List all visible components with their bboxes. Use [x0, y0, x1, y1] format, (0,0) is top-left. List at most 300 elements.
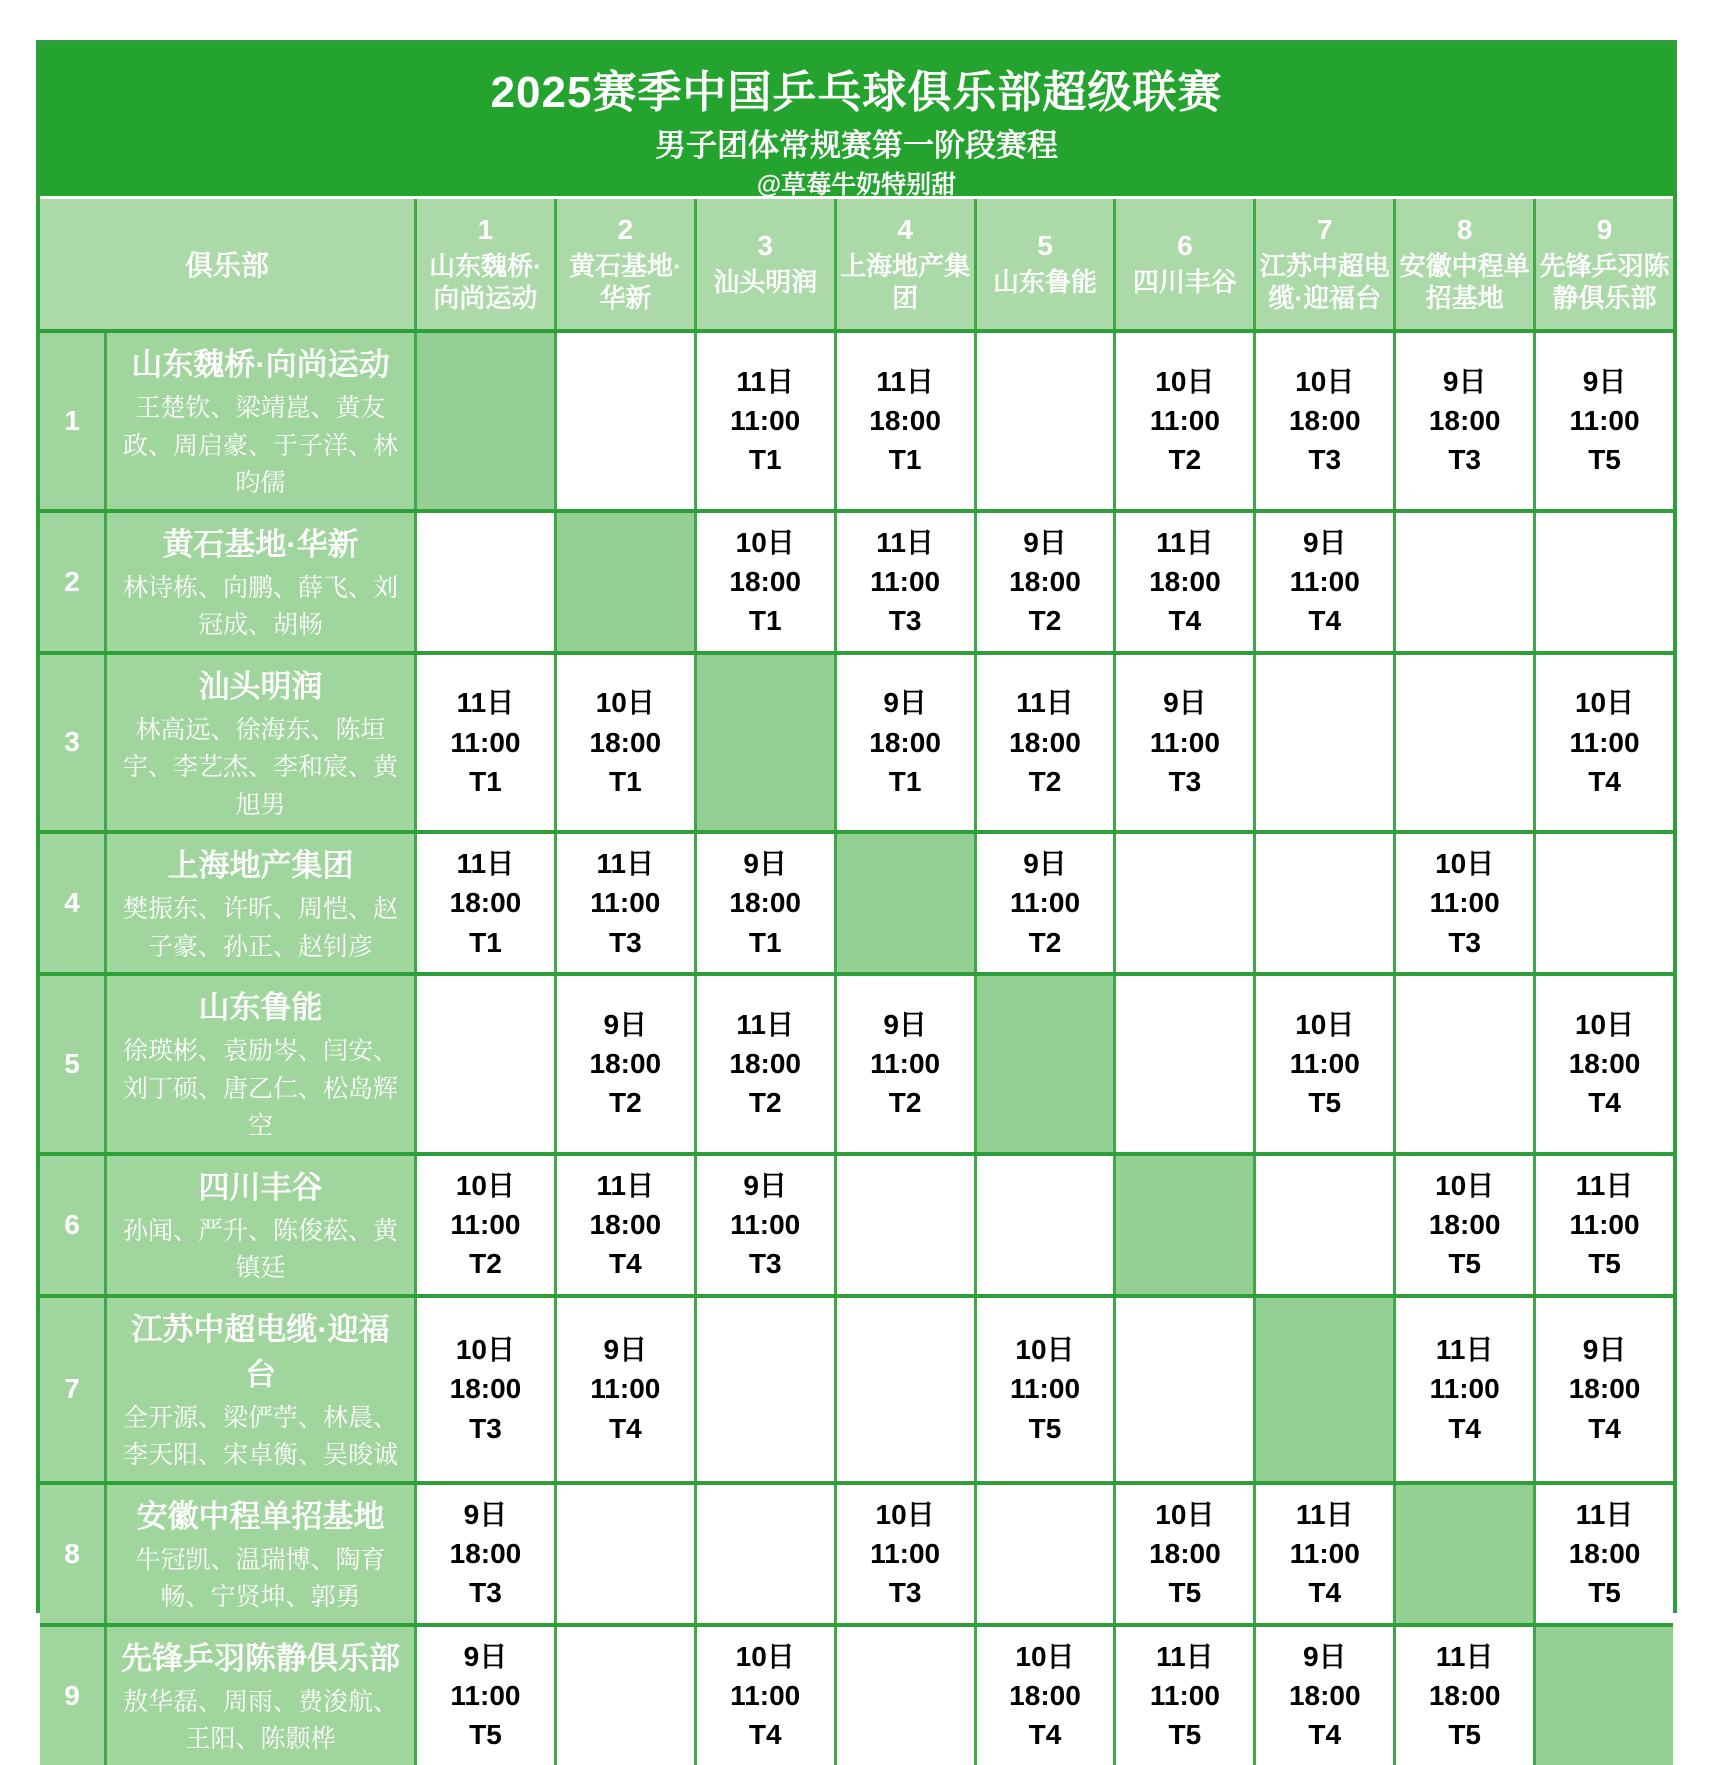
column-header	[414, 199, 554, 329]
column-header	[1113, 199, 1253, 329]
match-line: T2	[1028, 926, 1062, 958]
match-line: 10日	[735, 1640, 795, 1672]
match-cell	[1393, 1627, 1533, 1765]
empty-cell	[1113, 976, 1253, 1152]
match-line: 11:00	[1429, 1373, 1500, 1405]
column-number: 9	[1596, 213, 1613, 245]
match-cell	[414, 1298, 554, 1481]
corner-header-club: 俱乐部	[184, 250, 269, 281]
match-line: 10日	[1155, 1498, 1215, 1530]
match-line: T3	[1448, 444, 1481, 476]
match-cell	[694, 1627, 834, 1765]
match-line: 18:00	[1428, 1679, 1501, 1711]
match-cell	[414, 1627, 554, 1765]
match-line: 18:00	[1009, 565, 1081, 597]
self-cell	[1393, 1485, 1533, 1623]
match-line: T3	[608, 926, 642, 958]
match-line: 9日	[1023, 526, 1067, 558]
match-line: T1	[469, 765, 502, 797]
match-line: 11:00	[1569, 405, 1640, 437]
page-subtitle: 男子团体常规赛第一阶段赛程	[655, 128, 1058, 163]
match-cell	[1113, 655, 1253, 831]
match-cell	[1393, 1156, 1533, 1294]
column-number: 6	[1177, 229, 1193, 261]
column-name: 黄石基地·华新	[568, 250, 682, 313]
match-cell	[694, 513, 834, 651]
club-cell	[104, 976, 414, 1152]
column-header	[1533, 199, 1673, 329]
match-line: 11:00	[1009, 1373, 1081, 1405]
match-cell	[834, 513, 974, 651]
column-name: 江苏中超电缆·迎福台	[1259, 250, 1390, 313]
match-cell	[1533, 976, 1673, 1152]
match-line: 11日	[1435, 1640, 1494, 1672]
match-line: 10日	[455, 1169, 516, 1201]
club-name: 汕头明润	[198, 668, 323, 704]
table-row	[40, 830, 1673, 972]
match-line: 11日	[456, 848, 515, 880]
column-name: 安徽中程单招基地	[1399, 250, 1530, 313]
row-number: 2	[40, 513, 104, 651]
match-line: T4	[1308, 1577, 1342, 1609]
match-line: T5	[1028, 1412, 1062, 1444]
match-line: 18:00	[1288, 405, 1361, 437]
match-line: 9日	[1582, 1334, 1627, 1366]
column-number: 5	[1037, 229, 1053, 261]
match-cell	[1533, 1298, 1673, 1481]
match-cell	[554, 1298, 694, 1481]
match-line: T1	[888, 765, 922, 797]
match-line: 18:00	[869, 405, 941, 437]
empty-cell	[834, 1156, 974, 1294]
column-name: 上海地产集团	[840, 250, 971, 313]
match-cell	[1253, 1627, 1393, 1765]
match-line: 10日	[875, 1498, 935, 1530]
club-name: 山东魏桥·向尚运动	[131, 347, 390, 382]
match-line: T4	[1588, 1412, 1621, 1444]
self-cell	[414, 333, 554, 509]
column-header	[1253, 199, 1393, 329]
match-line: 10日	[1015, 1334, 1075, 1366]
match-line: T5	[1588, 444, 1621, 476]
column-number: 4	[897, 213, 913, 245]
match-line: T5	[469, 1719, 502, 1751]
empty-cell	[974, 1485, 1114, 1623]
match-line: 9日	[603, 1334, 648, 1366]
match-line: 11日	[456, 687, 515, 719]
club-cell	[104, 1156, 414, 1294]
match-line: T2	[1168, 444, 1202, 476]
club-name: 四川丰谷	[198, 1169, 323, 1205]
match-line: T5	[1588, 1248, 1621, 1280]
column-number: 7	[1316, 213, 1333, 245]
match-line: T2	[888, 1087, 922, 1119]
match-line: T4	[1448, 1412, 1481, 1444]
match-cell	[1533, 333, 1673, 509]
row-number: 5	[40, 976, 104, 1152]
match-line: T4	[748, 1719, 782, 1751]
match-line: 18:00	[1149, 1537, 1221, 1569]
match-cell	[694, 333, 834, 509]
match-line: T2	[748, 1087, 782, 1119]
match-line: 11日	[1295, 1498, 1354, 1530]
table-row	[40, 972, 1673, 1152]
match-line: 11:00	[1009, 887, 1081, 919]
match-line: 9日	[743, 848, 787, 880]
match-cell	[1253, 513, 1393, 651]
self-cell	[694, 655, 834, 831]
match-line: 18:00	[729, 887, 802, 919]
match-cell	[1253, 1485, 1393, 1623]
match-line: 11:00	[1289, 565, 1360, 597]
match-line: 11:00	[730, 405, 801, 437]
match-line: T1	[748, 926, 782, 958]
match-line: 11日	[736, 365, 795, 397]
match-line: T4	[608, 1412, 642, 1444]
column-header	[554, 199, 694, 329]
column-number: 1	[477, 213, 494, 245]
match-line: 9日	[1163, 687, 1207, 719]
table-row	[40, 509, 1673, 651]
match-line: 11:00	[1429, 887, 1500, 919]
club-name: 先锋乒羽陈静俱乐部	[121, 1640, 400, 1676]
match-line: 9日	[463, 1498, 508, 1530]
club-name: 黄石基地·华新	[162, 526, 359, 562]
match-line: 9日	[1442, 365, 1487, 397]
match-line: T3	[888, 605, 922, 637]
match-line: 9日	[743, 1169, 787, 1201]
match-line: 9日	[603, 1008, 648, 1040]
schedule-table	[36, 40, 1677, 1753]
match-line: 11:00	[450, 1679, 521, 1711]
row-number: 9	[40, 1627, 104, 1765]
player-list: 牛冠凯、温瑞博、陶育畅、宁贤坤、郭勇	[135, 1545, 386, 1611]
empty-cell	[1253, 655, 1393, 831]
match-line: 18:00	[1568, 1373, 1641, 1405]
match-line: 11:00	[730, 1679, 801, 1711]
club-cell	[104, 1627, 414, 1765]
player-list: 王楚钦、梁靖崑、黄友政、周启豪、于子洋、林昀儒	[122, 394, 398, 497]
match-cell	[554, 655, 694, 831]
empty-cell	[1393, 513, 1533, 651]
match-line: 11日	[876, 526, 934, 558]
title-block	[40, 44, 1673, 199]
match-line: 18:00	[589, 1208, 662, 1240]
match-line: T5	[1168, 1577, 1202, 1609]
match-line: T5	[1588, 1577, 1621, 1609]
player-list: 敖华磊、周雨、费浚航、王阳、陈颢桦	[122, 1687, 398, 1753]
club-cell	[104, 1298, 414, 1481]
match-line: 18:00	[449, 1373, 522, 1405]
match-cell	[974, 834, 1114, 972]
player-list: 徐瑛彬、袁励岑、闫安、刘丁硕、唐乙仁、松岛辉空	[122, 1037, 398, 1140]
match-line: T5	[1308, 1087, 1342, 1119]
table-row	[40, 1481, 1673, 1623]
schedule-grid	[40, 199, 1673, 1765]
club-name: 山东鲁能	[198, 990, 323, 1025]
match-line: 10日	[735, 526, 795, 558]
row-number: 3	[40, 655, 104, 831]
match-cell	[1533, 1485, 1673, 1623]
match-line: 11日	[596, 848, 655, 880]
match-line: 18:00	[589, 726, 662, 758]
match-line: T5	[1448, 1248, 1481, 1280]
empty-cell	[414, 976, 554, 1152]
match-cell	[694, 834, 834, 972]
column-number: 3	[757, 229, 773, 261]
player-list: 樊振东、许昕、周恺、赵子豪、孙正、赵钊彦	[122, 895, 398, 961]
player-list: 孙闻、严升、陈俊菘、黄镇廷	[122, 1216, 398, 1282]
row-number: 7	[40, 1298, 104, 1481]
match-line: 11:00	[870, 565, 941, 597]
match-line: T2	[469, 1248, 502, 1280]
column-name: 先锋乒羽陈静俱乐部	[1539, 250, 1670, 313]
column-name: 山东鲁能	[992, 266, 1097, 297]
table-row	[40, 651, 1673, 831]
match-cell	[554, 976, 694, 1152]
match-line: 10日	[1155, 365, 1215, 397]
match-line: T3	[1448, 926, 1481, 958]
empty-cell	[554, 333, 694, 509]
match-cell	[834, 333, 974, 509]
match-line: 9日	[1023, 848, 1067, 880]
empty-cell	[834, 1298, 974, 1481]
match-cell	[1393, 834, 1533, 972]
match-cell	[974, 1627, 1114, 1765]
match-line: T3	[888, 1577, 922, 1609]
row-number: 6	[40, 1156, 104, 1294]
match-line: 18:00	[1149, 565, 1221, 597]
match-line: T4	[1308, 1719, 1342, 1751]
match-line: 18:00	[1288, 1679, 1361, 1711]
match-line: 11日	[1435, 1334, 1494, 1366]
self-cell	[974, 976, 1114, 1152]
table-row	[40, 329, 1673, 509]
column-header	[694, 199, 834, 329]
self-cell	[554, 513, 694, 651]
empty-cell	[1113, 834, 1253, 972]
empty-cell	[1253, 1156, 1393, 1294]
empty-cell	[1253, 834, 1393, 972]
match-line: T4	[1308, 605, 1342, 637]
table-row	[40, 1623, 1673, 1765]
match-line: T1	[469, 926, 502, 958]
page-title: 2025赛季中国乒乓球俱乐部超级联赛	[490, 68, 1223, 117]
self-cell	[1253, 1298, 1393, 1481]
match-line: 18:00	[1568, 1537, 1641, 1569]
match-cell	[1113, 1485, 1253, 1623]
match-line: 11:00	[870, 1048, 941, 1080]
match-cell	[1533, 655, 1673, 831]
club-cell	[104, 834, 414, 972]
match-line: 10日	[455, 1334, 516, 1366]
club-name: 上海地产集团	[167, 848, 354, 883]
match-line: 11:00	[870, 1537, 941, 1569]
match-line: 18:00	[1009, 726, 1081, 758]
empty-cell	[414, 513, 554, 651]
match-line: T3	[1168, 765, 1202, 797]
match-line: 11:00	[1289, 1048, 1360, 1080]
match-cell	[694, 976, 834, 1152]
match-cell	[834, 1485, 974, 1623]
empty-cell	[1113, 1298, 1253, 1481]
match-line: 11:00	[1149, 1679, 1220, 1711]
match-line: 11:00	[590, 887, 661, 919]
match-line: T2	[608, 1087, 642, 1119]
column-name: 四川丰谷	[1132, 266, 1237, 297]
match-line: 11:00	[590, 1373, 661, 1405]
match-line: T4	[1588, 1087, 1621, 1119]
empty-cell	[974, 1156, 1114, 1294]
match-cell	[1253, 976, 1393, 1152]
empty-cell	[554, 1485, 694, 1623]
match-cell	[974, 513, 1114, 651]
self-cell	[1533, 1627, 1673, 1765]
table-row	[40, 1152, 1673, 1294]
match-line: 11:00	[730, 1208, 801, 1240]
match-cell	[834, 655, 974, 831]
match-line: T4	[608, 1248, 642, 1280]
match-line: 10日	[1435, 1169, 1495, 1201]
match-line: 10日	[1574, 1008, 1635, 1040]
empty-cell	[1533, 834, 1673, 972]
match-line: 11日	[1575, 1169, 1634, 1201]
club-name: 江苏中超电缆·迎福台	[131, 1311, 390, 1392]
match-line: T3	[469, 1577, 502, 1609]
credit-watermark: @草莓牛奶特别甜	[756, 171, 957, 199]
empty-cell	[694, 1485, 834, 1623]
column-header	[1393, 199, 1533, 329]
self-cell	[1113, 1156, 1253, 1294]
match-line: 10日	[1015, 1640, 1075, 1672]
empty-cell	[974, 333, 1114, 509]
empty-cell	[834, 1627, 974, 1765]
match-line: 11:00	[1569, 726, 1640, 758]
match-line: T3	[469, 1412, 502, 1444]
match-line: 11日	[1156, 1640, 1214, 1672]
column-number: 2	[617, 213, 634, 245]
club-cell	[104, 513, 414, 651]
match-line: T4	[1168, 605, 1202, 637]
row-number: 1	[40, 333, 104, 509]
player-list: 林高远、徐海东、陈垣宇、李艺杰、李和宸、黄旭男	[122, 715, 398, 819]
match-line: T1	[748, 605, 782, 637]
match-cell	[1393, 333, 1533, 509]
match-cell	[1113, 333, 1253, 509]
match-line: 9日	[1302, 1640, 1347, 1672]
club-cell	[104, 655, 414, 831]
match-cell	[974, 655, 1114, 831]
match-cell	[414, 655, 554, 831]
header-row	[40, 199, 1673, 329]
match-line: T1	[748, 444, 782, 476]
match-cell	[414, 1485, 554, 1623]
match-line: 9日	[463, 1640, 508, 1672]
empty-cell	[1393, 976, 1533, 1152]
match-line: 9日	[883, 687, 927, 719]
match-cell	[414, 1156, 554, 1294]
match-line: T5	[1448, 1719, 1481, 1751]
match-cell	[834, 976, 974, 1152]
match-line: 9日	[1582, 365, 1627, 397]
match-line: 11日	[1156, 526, 1214, 558]
match-cell	[1113, 513, 1253, 651]
row-number: 8	[40, 1485, 104, 1623]
match-line: 10日	[1574, 687, 1635, 719]
club-name: 安徽中程单招基地	[136, 1498, 385, 1534]
match-line: 18:00	[1428, 405, 1501, 437]
match-line: 18:00	[589, 1048, 662, 1080]
empty-cell	[554, 1627, 694, 1765]
row-number: 4	[40, 834, 104, 972]
match-line: 11:00	[1569, 1208, 1640, 1240]
match-line: 11日	[596, 1169, 655, 1201]
match-line: 10日	[1295, 1008, 1355, 1040]
match-line: 10日	[1295, 365, 1355, 397]
match-line: T3	[748, 1248, 782, 1280]
column-header	[974, 199, 1114, 329]
match-line: 18:00	[729, 565, 802, 597]
empty-cell	[1533, 513, 1673, 651]
table-row	[40, 1294, 1673, 1481]
match-line: 18:00	[1009, 1679, 1081, 1711]
match-line: 18:00	[449, 887, 522, 919]
match-cell	[414, 834, 554, 972]
match-line: 10日	[595, 687, 655, 719]
match-line: 11日	[736, 1008, 795, 1040]
column-name: 山东魏桥·向尚运动	[429, 250, 542, 313]
club-cell	[104, 1485, 414, 1623]
match-cell	[974, 1298, 1114, 1481]
match-cell	[1253, 333, 1393, 509]
column-header	[834, 199, 974, 329]
match-line: T3	[1308, 444, 1342, 476]
column-name: 汕头明润	[713, 266, 818, 297]
match-line: T4	[1588, 765, 1621, 797]
match-line: T1	[608, 765, 642, 797]
match-line: 11:00	[450, 1208, 521, 1240]
column-number: 8	[1456, 213, 1473, 245]
match-line: 18:00	[1428, 1208, 1501, 1240]
match-line: 11:00	[1149, 405, 1220, 437]
match-line: 9日	[883, 1008, 927, 1040]
club-cell	[104, 333, 414, 509]
empty-cell	[694, 1298, 834, 1481]
match-line: T1	[888, 444, 922, 476]
empty-cell	[1393, 655, 1533, 831]
match-cell	[554, 1156, 694, 1294]
match-line: T5	[1168, 1719, 1202, 1751]
match-line: 11:00	[450, 726, 521, 758]
player-list: 林诗栋、向鹏、薛飞、刘冠成、胡畅	[122, 573, 398, 639]
match-line: T2	[1028, 765, 1062, 797]
match-line: 10日	[1435, 848, 1495, 880]
match-line: 11:00	[1149, 726, 1220, 758]
match-line: T2	[1028, 605, 1062, 637]
match-line: 11日	[1575, 1498, 1634, 1530]
match-line: 11:00	[1289, 1537, 1360, 1569]
match-cell	[1393, 1298, 1533, 1481]
match-cell	[694, 1156, 834, 1294]
match-line: T4	[1028, 1719, 1062, 1751]
match-cell	[554, 834, 694, 972]
match-line: 11日	[1016, 687, 1074, 719]
match-line: 11日	[876, 365, 934, 397]
self-cell	[834, 834, 974, 972]
match-cell	[1533, 1156, 1673, 1294]
player-list: 全开源、梁俨苧、林晨、李天阳、宋卓衡、吴晙诚	[122, 1403, 398, 1469]
match-cell	[1113, 1627, 1253, 1765]
